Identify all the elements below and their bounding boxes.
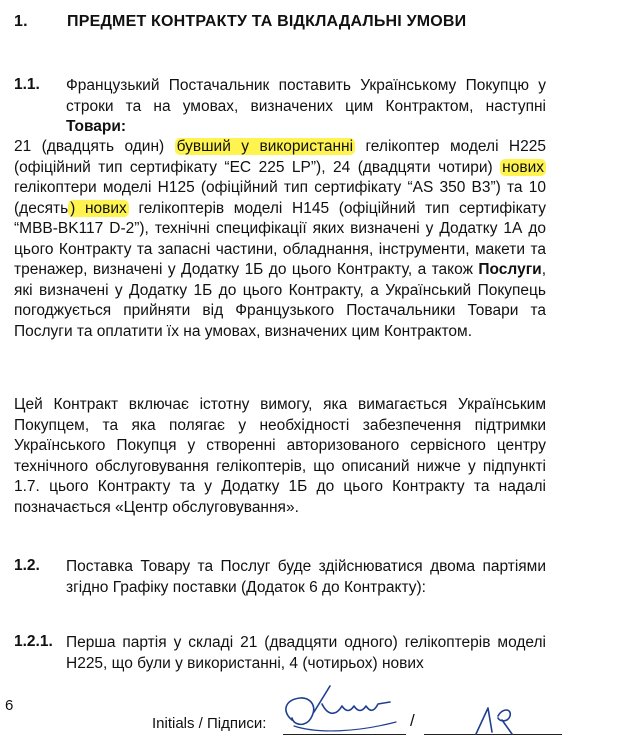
clause-1-2-1-text: Перша партія у складі 21 (двадцяти одного) гелікоптерів моделі H225, що були у використанні, 4 (чотирьох) нових — [66, 634, 546, 672]
goods-text-e: , які визначені у Додатку 1Б до цього Контракту, а Український Покупець погоджується прийняти від Французького Постачальники Товари та Послуги та оплатити їх на умовах, визначених цим Контрактом. — [14, 261, 546, 340]
goods-text-b: гелікоптер моделі H225 (офіційний тип сертифікату “EC 225 LP”), 24 (двадцяти чотири) — [14, 138, 546, 176]
buyer-signature-icon — [468, 700, 528, 738]
section-heading-title: ПРЕДМЕТ КОНТРАКТУ ТА ВІДКЛАДАЛЬНІ УМОВИ — [67, 13, 467, 30]
clause-1-1-intro-text: Французький Постачальник поставить Українському Покупцю у строки та на умовах, визначених цим Контрактом, наступні — [66, 77, 546, 115]
highlight-new-h125: нових — [502, 158, 544, 176]
section-heading-number: 1. — [14, 13, 28, 30]
clause-1-2-number: 1.2. — [14, 557, 40, 574]
clause-1-1-intro — [66, 76, 546, 138]
section-heading — [14, 13, 604, 31]
clause-1-2-text: Поставка Товару та Послуг буде здійснюватися двома партіями згідно Графіку поставки (Додаток 6 до Контракту): — [66, 558, 546, 596]
goods-term: Товари: — [66, 118, 127, 135]
supplier-signature-icon — [278, 682, 408, 740]
highlight-used: бувший у використанні — [176, 138, 354, 155]
services-term: Послуги — [478, 261, 542, 278]
highlight-new-h145: ) нових — [70, 199, 127, 217]
signature-separator: / — [410, 711, 415, 730]
clause-1-1-number: 1.1. — [14, 76, 40, 93]
goods-text-a: 21 (двадцять один) — [14, 138, 175, 155]
goods-text-d: гелікоптерів моделі H145 (офіційний тип сертифікату “MBB-BK117 D-2”), технічні специфікації яких визначені у Додатку 1А до цього Контракту та запасні частини, обладнання, інструменти, макети та тренажер, визначені у Додатку 1Б до цього Контракту, а також — [14, 199, 547, 278]
initials-label: Initials / Підписи: — [152, 715, 267, 732]
clause-1-2-1-number: 1.2.1. — [14, 633, 53, 650]
clause-1-1-service-center-paragraph: Цей Контракт включає істотну вимогу, яка вимагається Українським Покупцем, та яка полягає у необхідності забезпечення підтримки Українського Покупця у створенні авторизованого сервісного центру технічного обслуговування гелікоптерів, що описаний нижче у підпункті 1.7. цього Контракту та у Додатку 1Б до цього Контракту та надалі позначається «Центр обслуговування». — [14, 396, 546, 516]
goods-text-c: гелікоптери моделі H125 (офіційний тип сертифікату “AS 350 B3”) та 10 (десять — [14, 179, 546, 217]
clause-1-1-goods-paragraph — [14, 137, 546, 342]
page-number: 6 — [5, 697, 14, 714]
